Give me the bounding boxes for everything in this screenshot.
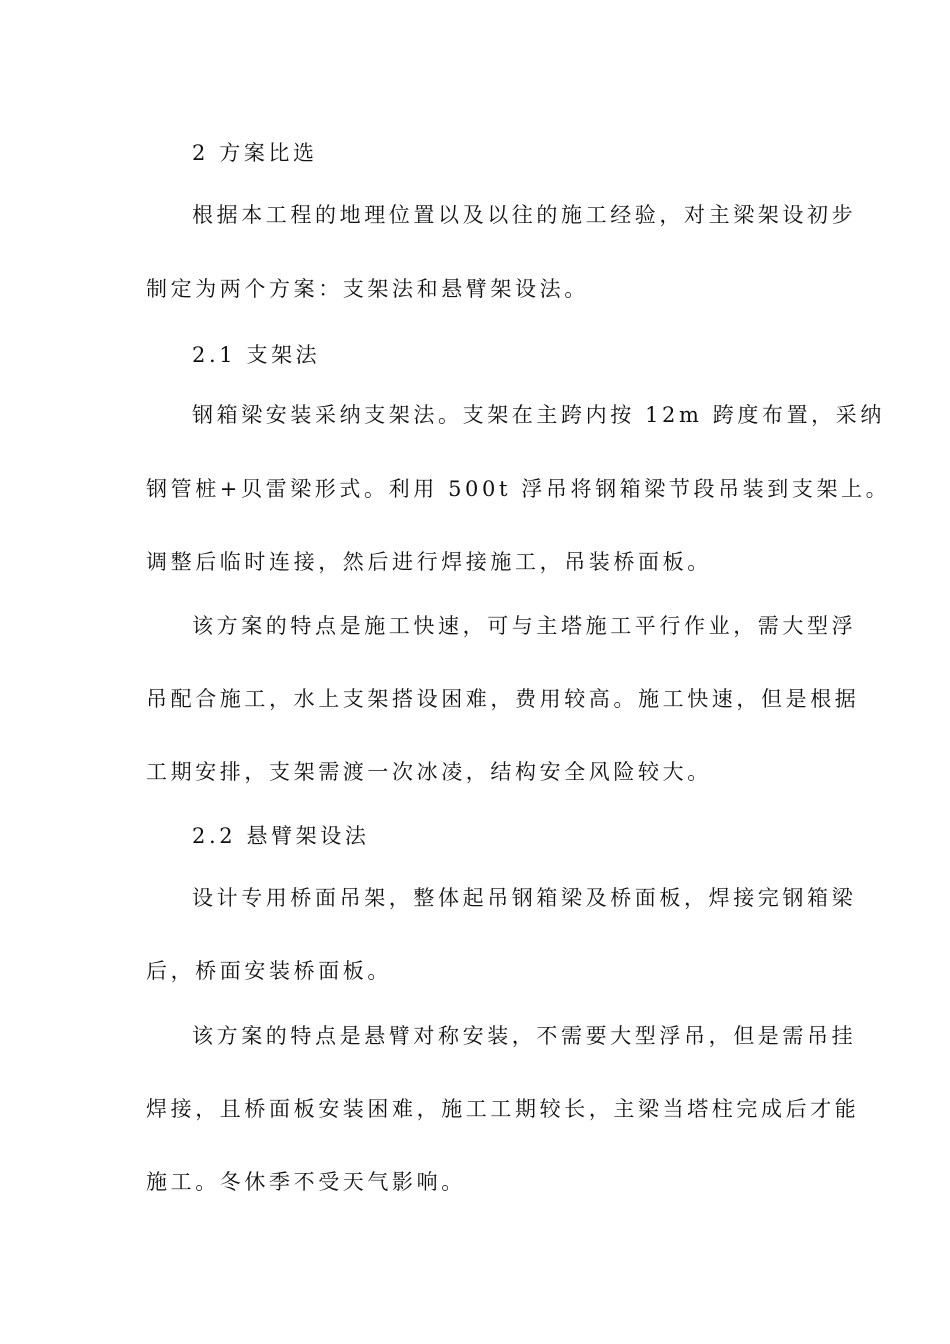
paragraph-line: 钢箱梁安装采纳支架法。支架在主跨内按 12m 跨度布置，采纳 [192,403,885,427]
paragraph-line: 焊接，且桥面板安装困难，施工工期较长，主梁当塔柱完成后才能 [146,1097,860,1121]
paragraph-line: 后，桥面安装桥面板。 [146,959,392,983]
paragraph-line: 该方案的特点是悬臂对称安装，不需要大型浮吊，但是需吊挂 [192,1024,857,1048]
section-heading-2-1: 2.1 支架法 [192,343,321,367]
section-heading-2: 2 方案比选 [192,141,318,165]
paragraph-line: 根据本工程的地理位置以及以往的施工经验，对主梁架设初步 [192,203,857,227]
paragraph-line: 制定为两个方案：支架法和悬臂架设法。 [146,277,589,301]
paragraph-line: 钢管桩+贝雷梁形式。利用 500t 浮吊将钢箱梁节段吊装到支架上。 [146,477,891,501]
paragraph-line: 施工。冬休季不受天气影响。 [146,1170,466,1194]
paragraph-line: 工期安排，支架需渡一次冰凌，结构安全风险较大。 [146,760,712,784]
paragraph-line: 该方案的特点是施工快速，可与主塔施工平行作业，需大型浮 [192,614,857,638]
section-heading-2-2: 2.2 悬臂架设法 [192,824,370,848]
paragraph-line: 调整后临时连接，然后进行焊接施工，吊装桥面板。 [146,550,712,574]
paragraph-line: 吊配合施工，水上支架搭设困难，费用较高。施工快速，但是根据 [146,687,860,711]
paragraph-line: 设计专用桥面吊架，整体起吊钢箱梁及桥面板，焊接完钢箱梁 [192,886,857,910]
